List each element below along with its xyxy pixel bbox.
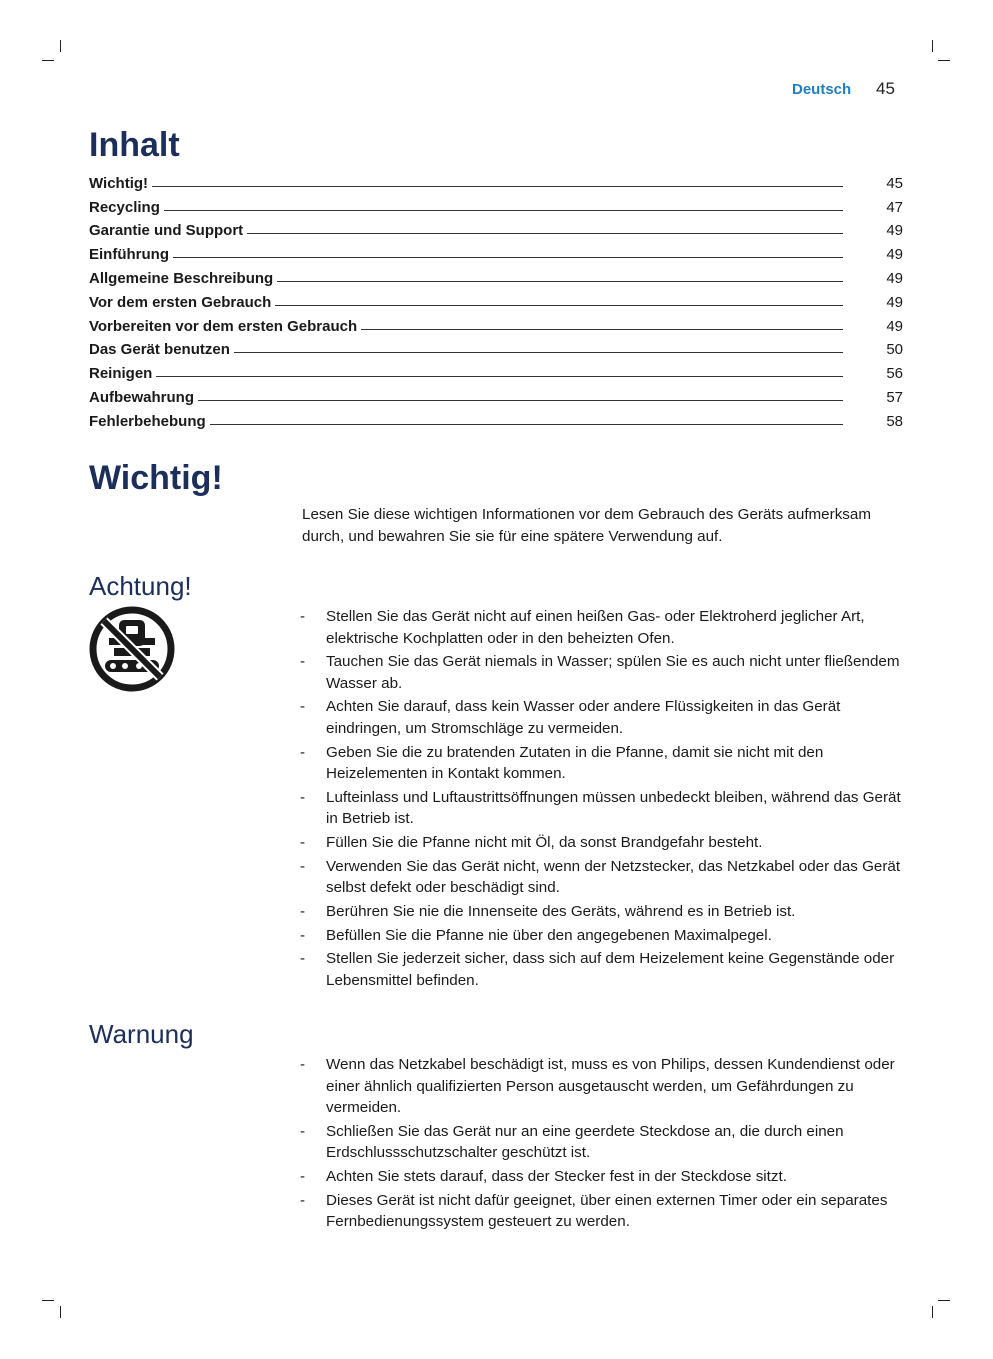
toc-entry xyxy=(89,239,903,263)
toc-entry-label: Einführung xyxy=(89,246,169,264)
important-intro: Lesen Sie diese wichtigen Informationen vor dem Gebrauch des Geräts aufmerksam durch, und bewahren Sie sie für eine spätere Verwendung auf. xyxy=(302,506,871,545)
crop-mark xyxy=(60,40,61,52)
list-item xyxy=(300,901,905,923)
list-item-text: Verwenden Sie das Gerät nicht, wenn der Netzstecker, das Netzkabel oder das Gerät selbst defekt oder beschädigt sind. xyxy=(326,857,901,897)
warning-title: Warnung xyxy=(89,1019,194,1049)
contents-title: Inhalt xyxy=(89,126,180,164)
list-item xyxy=(300,606,905,649)
toc-entry-label: Allgemeine Beschreibung xyxy=(89,269,274,287)
crop-mark xyxy=(938,1300,950,1301)
toc-entry-label: Wichtig! xyxy=(89,174,149,192)
list-item-text: Wenn das Netzkabel beschädigt ist, muss es von Philips, dessen Kundendienst oder einer ähnlich qualifizierten Person ausgetauscht werden, um Gefährdungen zu vermeiden. xyxy=(326,1056,895,1116)
crop-mark xyxy=(42,1300,54,1301)
list-item-text: Befüllen Sie die Pfanne nie über den angegebenen Maximalpegel. xyxy=(326,926,772,944)
toc-entry-label: Aufbewahrung xyxy=(89,388,194,406)
toc-entry xyxy=(89,406,903,430)
toc-entry-page: 49 xyxy=(886,246,903,264)
important-title: Wichtig! xyxy=(89,459,223,497)
toc-entry xyxy=(89,263,903,287)
toc-entry-page: 47 xyxy=(886,198,903,216)
list-item xyxy=(300,742,905,785)
toc-leader-line xyxy=(152,186,843,187)
bullet-dash: - xyxy=(300,833,306,851)
no-immersion-warning-icon xyxy=(89,606,175,692)
crop-mark xyxy=(42,60,54,61)
toc-entry xyxy=(89,335,903,359)
list-item-text: Schließen Sie das Gerät nur an eine geerdete Steckdose an, die durch einen Erdschlussschutzschalter geschützt ist. xyxy=(326,1122,844,1162)
list-item xyxy=(300,1121,905,1164)
list-item xyxy=(300,651,905,694)
toc-entry-page: 50 xyxy=(886,341,903,359)
toc-entry xyxy=(89,311,903,335)
toc-entry-label: Fehlerbehebung xyxy=(89,412,206,430)
bullet-dash: - xyxy=(300,857,306,875)
toc-leader-line xyxy=(156,376,843,377)
toc-entry-page: 58 xyxy=(886,412,903,430)
list-item-text: Dieses Gerät ist nicht dafür geeignet, über einen externen Timer oder ein separates Fernbedienungssystem gesteuert zu werden. xyxy=(326,1191,888,1231)
toc-entry-page: 45 xyxy=(886,174,903,192)
toc-entry-label: Recycling xyxy=(89,198,160,216)
crop-mark xyxy=(938,60,950,61)
toc-entry-label: Reinigen xyxy=(89,365,153,383)
toc-entry-page: 49 xyxy=(886,317,903,335)
bullet-dash: - xyxy=(300,1122,306,1140)
bullet-dash: - xyxy=(300,698,306,716)
bullet-dash: - xyxy=(300,1056,306,1073)
toc-entry xyxy=(89,216,903,240)
caution-list xyxy=(300,606,905,993)
toc-entry-page: 49 xyxy=(886,269,903,287)
toc-entry xyxy=(89,287,903,311)
toc-entry-page: 57 xyxy=(886,388,903,406)
toc-entry xyxy=(89,168,903,192)
toc-entry-page: 49 xyxy=(886,293,903,311)
toc-entry-label: Garantie und Support xyxy=(89,222,244,240)
bullet-dash: - xyxy=(300,788,306,806)
toc-leader-line xyxy=(277,281,843,282)
page-number: 45 xyxy=(876,79,895,98)
list-item-text: Füllen Sie die Pfanne nicht mit Öl, da sonst Brandgefahr besteht. xyxy=(326,833,763,851)
list-item-text: Tauchen Sie das Gerät niemals in Wasser; spülen Sie es auch nicht unter fließendem Wasser ab. xyxy=(326,653,900,692)
list-item xyxy=(300,696,905,739)
toc-leader-line xyxy=(275,305,843,306)
toc-leader-line xyxy=(164,210,843,211)
toc-entry-label: Das Gerät benutzen xyxy=(89,341,230,359)
list-item xyxy=(300,1190,905,1233)
list-item xyxy=(300,925,905,947)
toc-leader-line xyxy=(198,400,843,401)
toc-leader-line xyxy=(210,424,843,425)
list-item-text: Achten Sie stets darauf, dass der Stecker fest in der Steckdose sitzt. xyxy=(326,1167,787,1185)
toc-entry xyxy=(89,192,903,216)
toc-entry-label: Vorbereiten vor dem ersten Gebrauch xyxy=(89,317,358,335)
list-item-text: Achten Sie darauf, dass kein Wasser oder andere Flüssigkeiten in das Gerät eindringen, um Stromschläge zu vermeiden. xyxy=(326,698,841,737)
toc-leader-line xyxy=(247,233,843,234)
bullet-dash: - xyxy=(300,653,306,671)
toc-leader-line xyxy=(173,257,843,258)
list-item-text: Berühren Sie nie die Innenseite des Geräts, während es in Betrieb ist. xyxy=(326,902,796,920)
toc-leader-line xyxy=(234,352,843,353)
list-item-text: Lufteinlass und Luftaustrittsöffnungen müssen unbedeckt bleiben, während das Gerät in Betrieb ist. xyxy=(326,788,901,828)
crop-mark xyxy=(932,40,933,52)
bullet-dash: - xyxy=(300,950,306,968)
list-item-text: Stellen Sie jederzeit sicher, dass sich auf dem Heizelement keine Gegenstände oder Lebensmittel befinden. xyxy=(326,950,895,989)
bullet-dash: - xyxy=(300,608,306,625)
table-of-contents xyxy=(89,168,903,430)
crop-mark xyxy=(932,1306,933,1318)
list-item xyxy=(300,856,905,899)
list-item xyxy=(300,948,905,991)
language-label: Deutsch xyxy=(792,81,852,98)
bullet-dash: - xyxy=(300,902,306,920)
bullet-dash: - xyxy=(300,926,306,944)
toc-entry-label: Vor dem ersten Gebrauch xyxy=(89,293,272,311)
crop-mark xyxy=(60,1306,61,1318)
list-item-text: Geben Sie die zu bratenden Zutaten in die Pfanne, damit sie nicht mit den Heizelementen in Kontakt kommen. xyxy=(326,743,824,783)
bullet-dash: - xyxy=(300,1167,306,1185)
list-item xyxy=(300,1166,905,1188)
list-item xyxy=(300,832,905,854)
toc-entry-page: 49 xyxy=(886,222,903,240)
toc-entry-page: 56 xyxy=(886,365,903,383)
caution-title: Achtung! xyxy=(89,571,192,601)
list-item-text: Stellen Sie das Gerät nicht auf einen heißen Gas- oder Elektroherd jeglicher Art, elektrische Kochplatten oder in den beheizten Ofen. xyxy=(326,608,865,647)
list-item xyxy=(300,787,905,830)
toc-entry xyxy=(89,358,903,382)
warning-list xyxy=(300,1054,905,1235)
bullet-dash: - xyxy=(300,1191,306,1209)
bullet-dash: - xyxy=(300,743,306,761)
toc-entry xyxy=(89,382,903,406)
toc-leader-line xyxy=(361,329,843,330)
list-item xyxy=(300,1054,905,1119)
